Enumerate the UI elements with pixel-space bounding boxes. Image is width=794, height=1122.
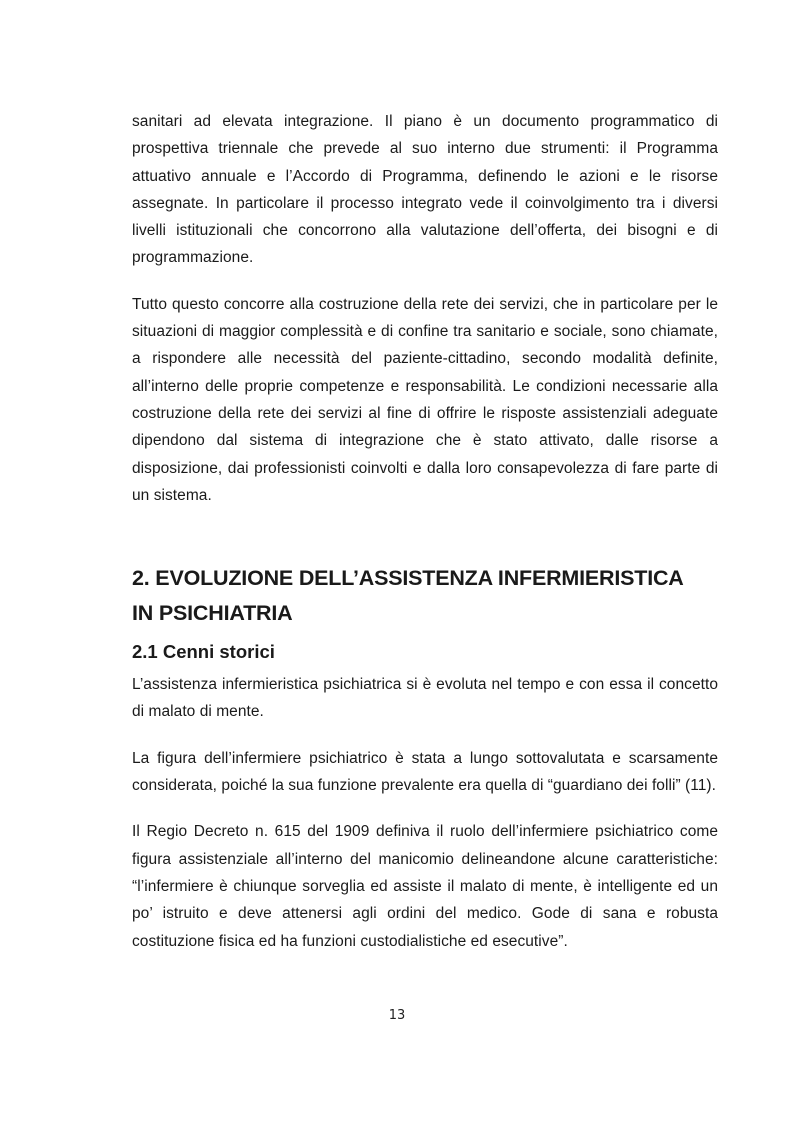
section-title: 2.1 Cenni storici [132,641,275,663]
body-paragraph: Il Regio Decreto n. 615 del 1909 definiva il ruolo dell’infermiere psichiatrico come figura assistenziale all’interno del manicomio delineandone alcune caratteristiche: “l’infermiere è chiunque sorveglia ed assiste il malato di mente, è intelligente ed un po’ istruito e deve attenersi agli ordini del medico. Gode di sana e robusta costituzione fisica ed ha funzioni custodialistiche ed esecutive”. [132,823,718,950]
page-number: 13 [388,1008,406,1023]
body-paragraph: L’assistenza infermieristica psichiatrica si è evoluta nel tempo e con essa il concetto di malato di mente. [132,676,718,721]
chapter-title [132,561,718,631]
body-paragraph: Tutto questo concorre alla costruzione della rete dei servizi, che in particolare per le situazioni di maggior complessità e di confine tra sanitario e sociale, sono chiamate, a rispondere alle necessità del paziente-cittadino, secondo modalità definite, all’interno delle proprie competenze e responsabilità. Le condizioni necessarie alla costruzione della rete dei servizi al fine di offrire le risposte assistenziali adeguate dipendono dal sistema di integrazione che è stato attivato, dalle risorse a disposizione, dai professionisti coinvolti e dalla loro consapevolezza di fare parte di un sistema. [132,295,718,504]
chapter-title-line-1: 2. EVOLUZIONE DELL’ASSISTENZA INFERMIERISTICA [132,566,684,591]
body-paragraph: La figura dell’infermiere psichiatrico è stata a lungo sottovalutata e scarsamente considerata, poiché la sua funzione prevalente era quella di “guardiano dei folli” (11). [132,749,718,795]
body-paragraph: sanitari ad elevata integrazione. Il piano è un documento programmatico di prospettiva triennale che prevede al suo interno due strumenti: il Programma attuativo annuale e l’Accordo di Programma, definendo le azioni e le risorse assegnate. In particolare il processo integrato vede il coinvolgimento tra i diversi livelli istituzionali che concorrono alla valutazione dell’offerta, dei bisogni e di programmazione. [132,113,718,267]
chapter-title-line-2: IN PSICHIATRIA [132,601,293,626]
document-page [132,108,718,974]
